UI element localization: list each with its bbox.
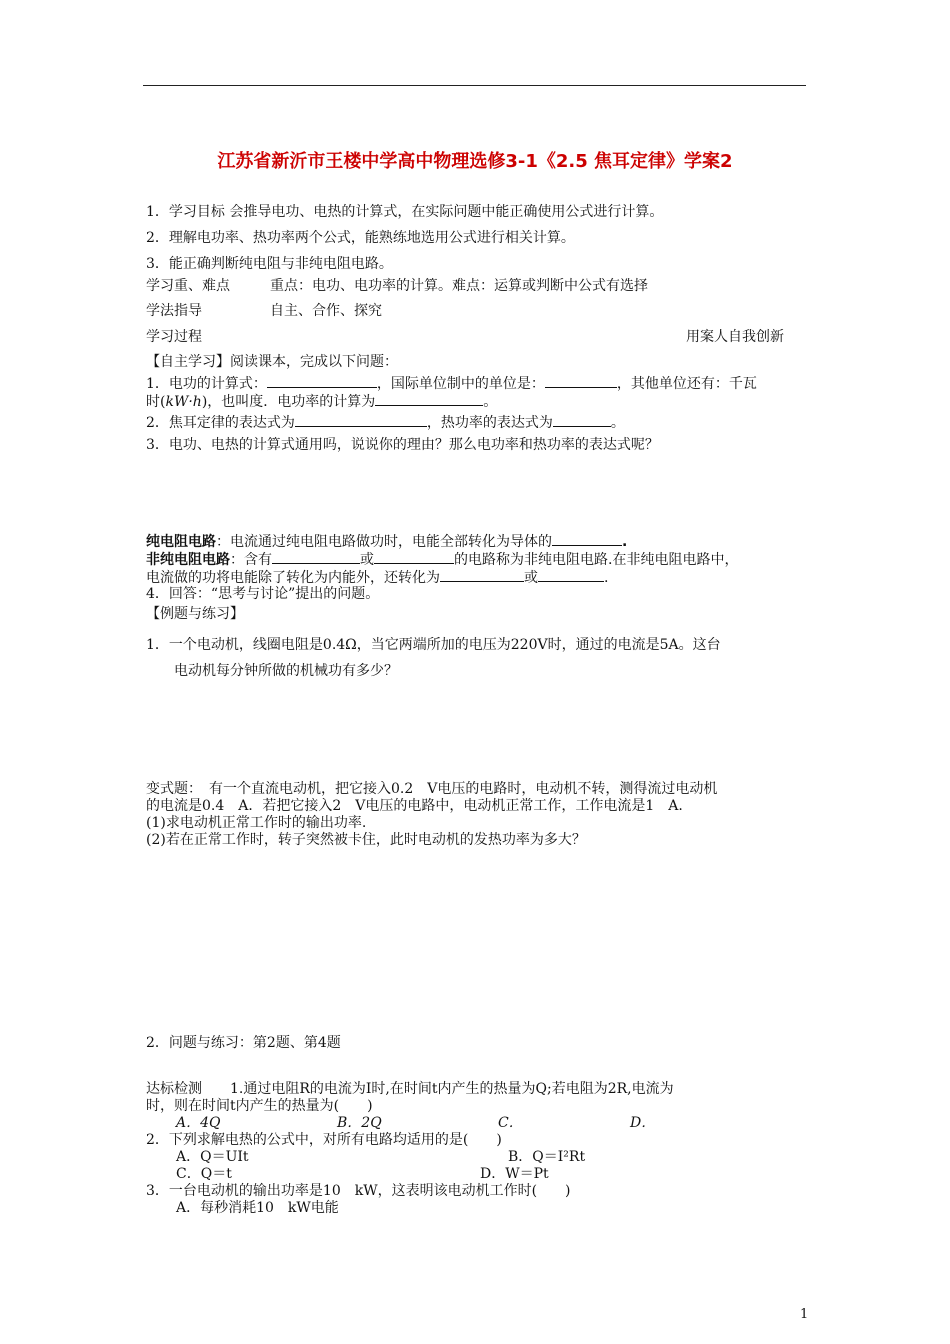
nonpure-blank-1[interactable] bbox=[272, 549, 360, 564]
q1-text-f: 。 bbox=[483, 394, 498, 410]
question-2 bbox=[146, 412, 625, 432]
variant-line-3: (1)求电动机正常工作时的输出功率. bbox=[146, 815, 367, 831]
method-text: 自主、合作、探究 bbox=[270, 303, 382, 319]
objective-1: 1．学习目标 会推导电功、电热的计算式，在实际问题中能正确使用公式进行计算。 bbox=[146, 204, 664, 220]
q1-blank-power[interactable] bbox=[375, 391, 483, 406]
pure-resistance-label: 纯电阻电路 bbox=[146, 534, 216, 550]
nonpure-line-1 bbox=[146, 549, 738, 569]
q2-blank-joule[interactable] bbox=[295, 412, 427, 427]
question-1-line-1 bbox=[146, 373, 757, 393]
nonpure-text-c: 的电路称为非纯电阻电路.在非纯电阻电路中， bbox=[454, 552, 739, 568]
question-1-line-2 bbox=[146, 391, 497, 411]
question-3: 3．电功、电热的计算式通用吗，说说你的理由？那么电功率和热功率的表达式呢？ bbox=[146, 437, 659, 453]
test-q1-option-b: B．2Q bbox=[337, 1115, 382, 1131]
test-q1-option-d: D． bbox=[630, 1115, 656, 1131]
test-q3: 3．一台电动机的输出功率是10 kW，这表明该电动机工作时( ) bbox=[146, 1183, 571, 1199]
variant-line-2: 的电流是0.4 A．若把它接入2 V电压的电路中，电动机正常工作，工作电流是1 A. bbox=[146, 798, 683, 814]
variant-line-1: 变式题： 有一个直流电动机，把它接入0.2 V电压的电路时，电动机不转，测得流过电动机 bbox=[146, 781, 718, 797]
nonpure-text-a: ：含有 bbox=[230, 552, 272, 568]
test-q2-option-b: B．Q＝I²Rt bbox=[508, 1149, 586, 1165]
answer-4: 4．回答：“思考与讨论”提出的问题。 bbox=[146, 586, 380, 602]
method-label: 学法指导 bbox=[146, 303, 202, 319]
test-q1-line-2: 时，则在时间t内产生的热量为( ) bbox=[146, 1098, 373, 1114]
pure-resistance-line bbox=[146, 531, 627, 551]
test-q1-option-a: A．4Q bbox=[176, 1115, 221, 1131]
q2-text-a: 2．焦耳定律的表达式为 bbox=[146, 415, 295, 431]
test-q1-option-c: C． bbox=[498, 1115, 523, 1131]
q1-text-b: ，国际单位制中的单位是： bbox=[376, 376, 545, 392]
example-heading: 【例题与练习】 bbox=[146, 606, 244, 622]
objective-2: 2．理解电功率、热功率两个公式，能熟练地选用公式进行相关计算。 bbox=[146, 230, 575, 246]
pure-end: . bbox=[622, 534, 628, 550]
objective-3: 3．能正确判断纯电阻与非纯电阻电路。 bbox=[146, 256, 393, 272]
test-q3-option-a: A．每秒消耗10 kW电能 bbox=[176, 1200, 339, 1216]
test-q1-line-1: 达标检测 1.通过电阻R的电流为I时,在时间t内产生的热量为Q;若电阻为2R,电流为 bbox=[146, 1081, 674, 1097]
test-q2-option-c: C．Q＝t bbox=[176, 1166, 232, 1182]
q1-blank-formula[interactable] bbox=[267, 373, 377, 388]
q1-text-e: )，也叫度．电功率的计算为 bbox=[201, 394, 376, 410]
process-label: 学习过程 bbox=[146, 329, 202, 345]
q1-text-a: 1．电功的计算式： bbox=[146, 376, 267, 392]
nonpure-blank-2[interactable] bbox=[374, 549, 454, 564]
example-1-line-2: 电动机每分钟所做的机械功有多少？ bbox=[174, 663, 398, 679]
test-q2: 2．下列求解电热的公式中，对所有电路均适用的是( ) bbox=[146, 1132, 502, 1148]
nonpure-blank-3[interactable] bbox=[440, 567, 524, 582]
q1-text-c: ，其他单位还有：千瓦 bbox=[616, 376, 757, 392]
practice-2: 2．问题与练习：第2题、第4题 bbox=[146, 1035, 341, 1051]
self-study-heading: 【自主学习】阅读课本，完成以下问题： bbox=[146, 354, 398, 370]
nonpure-text-b: 或 bbox=[360, 552, 374, 568]
page-number: 1 bbox=[800, 1307, 809, 1322]
key-points-label: 学习重、难点 bbox=[146, 278, 230, 294]
nonpure-blank-4[interactable] bbox=[538, 567, 604, 582]
test-q2-option-a: A．Q＝UIt bbox=[176, 1149, 249, 1165]
q1-unit: kW·h bbox=[165, 394, 202, 410]
q1-blank-unit[interactable] bbox=[545, 373, 617, 388]
header-rule bbox=[143, 85, 806, 86]
nonpure-line-2 bbox=[146, 567, 608, 587]
nonpure-label: 非纯电阻电路 bbox=[146, 552, 230, 568]
q2-blank-heat-power[interactable] bbox=[553, 412, 611, 427]
nonpure-text-f: . bbox=[604, 570, 609, 586]
q1-text-d: 时( bbox=[146, 394, 166, 410]
pure-blank[interactable] bbox=[552, 531, 622, 546]
variant-line-4: (2)若在正常工作时，转子突然被卡住，此时电动机的发热功率为多大？ bbox=[146, 832, 586, 848]
q2-text-b: ，热功率的表达式为 bbox=[426, 415, 553, 431]
pure-resistance-text: ：电流通过纯电阻电路做功时，电能全部转化为导体的 bbox=[216, 534, 552, 550]
nonpure-text-d: 电流做的功将电能除了转化为内能外，还转化为 bbox=[146, 570, 440, 586]
test-q2-option-d: D．W＝Pt bbox=[480, 1166, 549, 1182]
q2-text-c: 。 bbox=[610, 415, 625, 431]
process-right: 用案人自我创新 bbox=[686, 329, 784, 345]
key-points-text: 重点：电功、电功率的计算。难点：运算或判断中公式有选择 bbox=[270, 278, 648, 294]
nonpure-text-e: 或 bbox=[524, 570, 538, 586]
page-title: 江苏省新沂市王楼中学高中物理选修3-1《2.5 焦耳定律》学案2 bbox=[217, 151, 733, 172]
example-1-line-1: 1．一个电动机，线圈电阻是0.4Ω，当它两端所加的电压为220V时，通过的电流是5A。这台 bbox=[146, 637, 721, 653]
